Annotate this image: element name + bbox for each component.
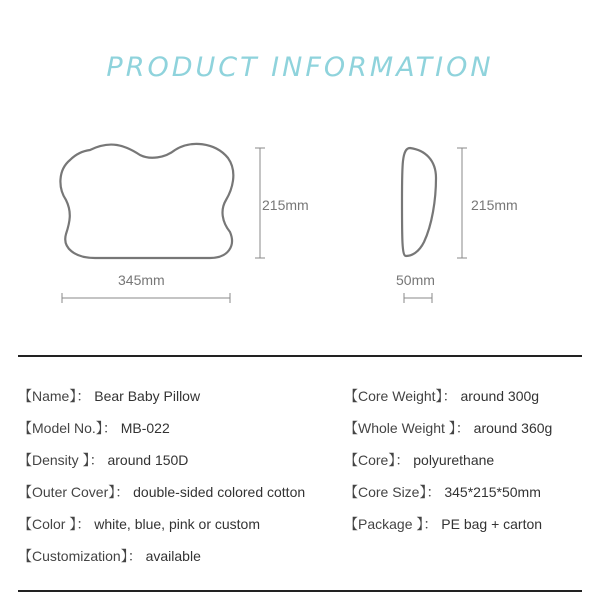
- spec-row-name: 【Name】： Bear Baby Pillow: [18, 388, 201, 404]
- side-width-label: 50mm: [396, 272, 435, 288]
- spec-row-model: 【Model No.】： MB-022: [18, 420, 170, 436]
- spec-row-core-size: 【Core Size】： 345*215*50mm: [344, 484, 541, 500]
- page-title: PRODUCT INFORMATION: [106, 52, 494, 83]
- spec-row-customization: 【Customization】： available: [18, 548, 201, 564]
- pillow-front-outline: [60, 144, 233, 258]
- spec-row-color: 【Color 】： white, blue, pink or custom: [18, 516, 260, 532]
- spec-row-core: 【Core】： polyurethane: [344, 452, 495, 468]
- spec-row-package: 【Package 】： PE bag + carton: [344, 516, 543, 532]
- pillow-side-outline: [402, 148, 436, 256]
- top-divider: [18, 355, 582, 357]
- spec-row-outer-cover: 【Outer Cover】： double-sided colored cotton: [18, 484, 306, 500]
- spec-row-whole-weight: 【Whole Weight 】： around 360g: [344, 420, 553, 436]
- side-height-label: 215mm: [471, 197, 518, 213]
- bottom-divider: [18, 590, 582, 592]
- front-height-label: 215mm: [262, 197, 309, 213]
- spec-row-core-weight: 【Core Weight】： around 300g: [344, 388, 540, 404]
- front-width-label: 345mm: [118, 272, 165, 288]
- spec-row-density: 【Density 】： around 150D: [18, 452, 189, 468]
